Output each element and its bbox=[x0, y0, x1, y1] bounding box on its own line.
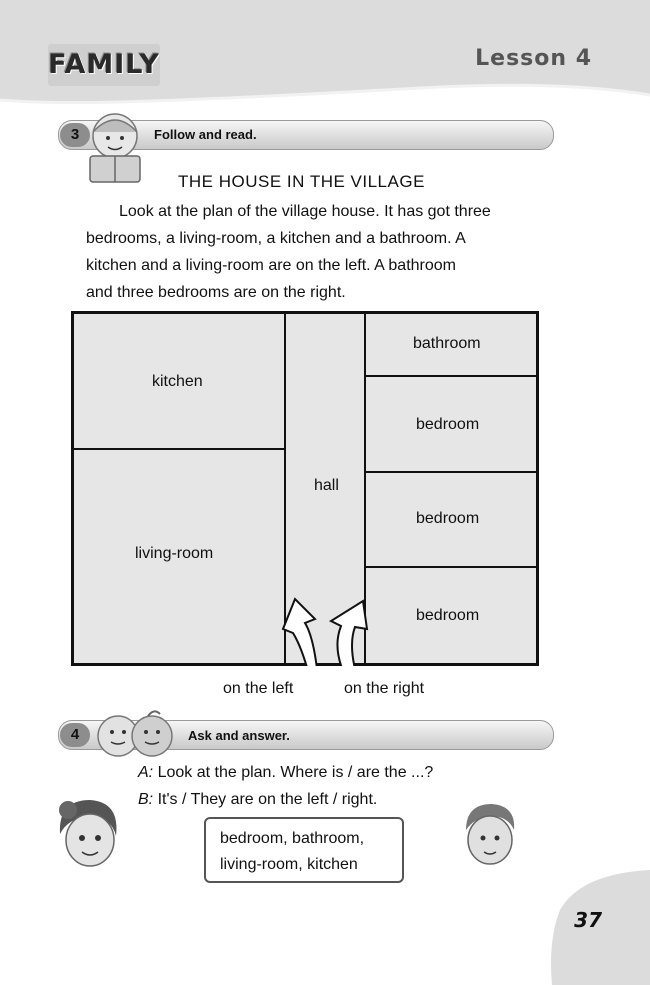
exercise-4-instruction: Ask and answer. bbox=[188, 728, 290, 743]
story-line-1: Look at the plan of the village house. It has got three bbox=[119, 203, 491, 220]
room-bathroom: bathroom bbox=[413, 335, 481, 352]
story-line-4: and three bedrooms are on the right. bbox=[86, 284, 346, 301]
page-number: 37 bbox=[574, 908, 602, 932]
line-a-text: Look at the plan. Where is / are the ...? bbox=[153, 764, 434, 781]
room-bedroom-1: bedroom bbox=[416, 416, 480, 433]
girl-face-icon bbox=[52, 794, 124, 874]
speaker-a: A: bbox=[138, 764, 154, 781]
exercise-3-instruction: Follow and read. bbox=[154, 127, 257, 142]
exercise-3-number: 3 bbox=[60, 123, 90, 147]
room-living-room: living-room bbox=[135, 545, 214, 562]
reading-child-icon bbox=[80, 108, 150, 188]
room-bedroom-2: bedroom bbox=[416, 510, 480, 527]
story-title: THE HOUSE IN THE VILLAGE bbox=[178, 172, 425, 191]
dialog-line-a bbox=[138, 764, 433, 782]
unit-title: FAMILY bbox=[48, 44, 160, 86]
story-paragraph bbox=[86, 198, 561, 306]
label-on-the-left: on the left bbox=[223, 680, 294, 697]
talking-faces-icon bbox=[88, 706, 184, 760]
lesson-title: Lesson 4 bbox=[475, 46, 592, 71]
boy-face-icon bbox=[458, 800, 522, 872]
label-on-the-right: on the right bbox=[344, 680, 425, 697]
story-line-3: kitchen and a living-room are on the left. A bathroom bbox=[86, 257, 456, 274]
room-kitchen: kitchen bbox=[152, 373, 203, 390]
speaker-b: B: bbox=[138, 791, 154, 808]
word-box-line-2: living-room, kitchen bbox=[220, 856, 358, 873]
room-hall: hall bbox=[314, 477, 339, 494]
line-b-text: It's / They are on the left / right. bbox=[153, 791, 378, 808]
exercise-4-number: 4 bbox=[60, 723, 90, 747]
word-box bbox=[204, 817, 404, 883]
room-bedroom-3: bedroom bbox=[416, 607, 480, 624]
word-box-line-1: bedroom, bathroom, bbox=[220, 830, 365, 847]
story-line-2: bedrooms, a living-room, a kitchen and a bathroom. A bbox=[86, 230, 466, 247]
dialog-line-b bbox=[138, 791, 377, 809]
